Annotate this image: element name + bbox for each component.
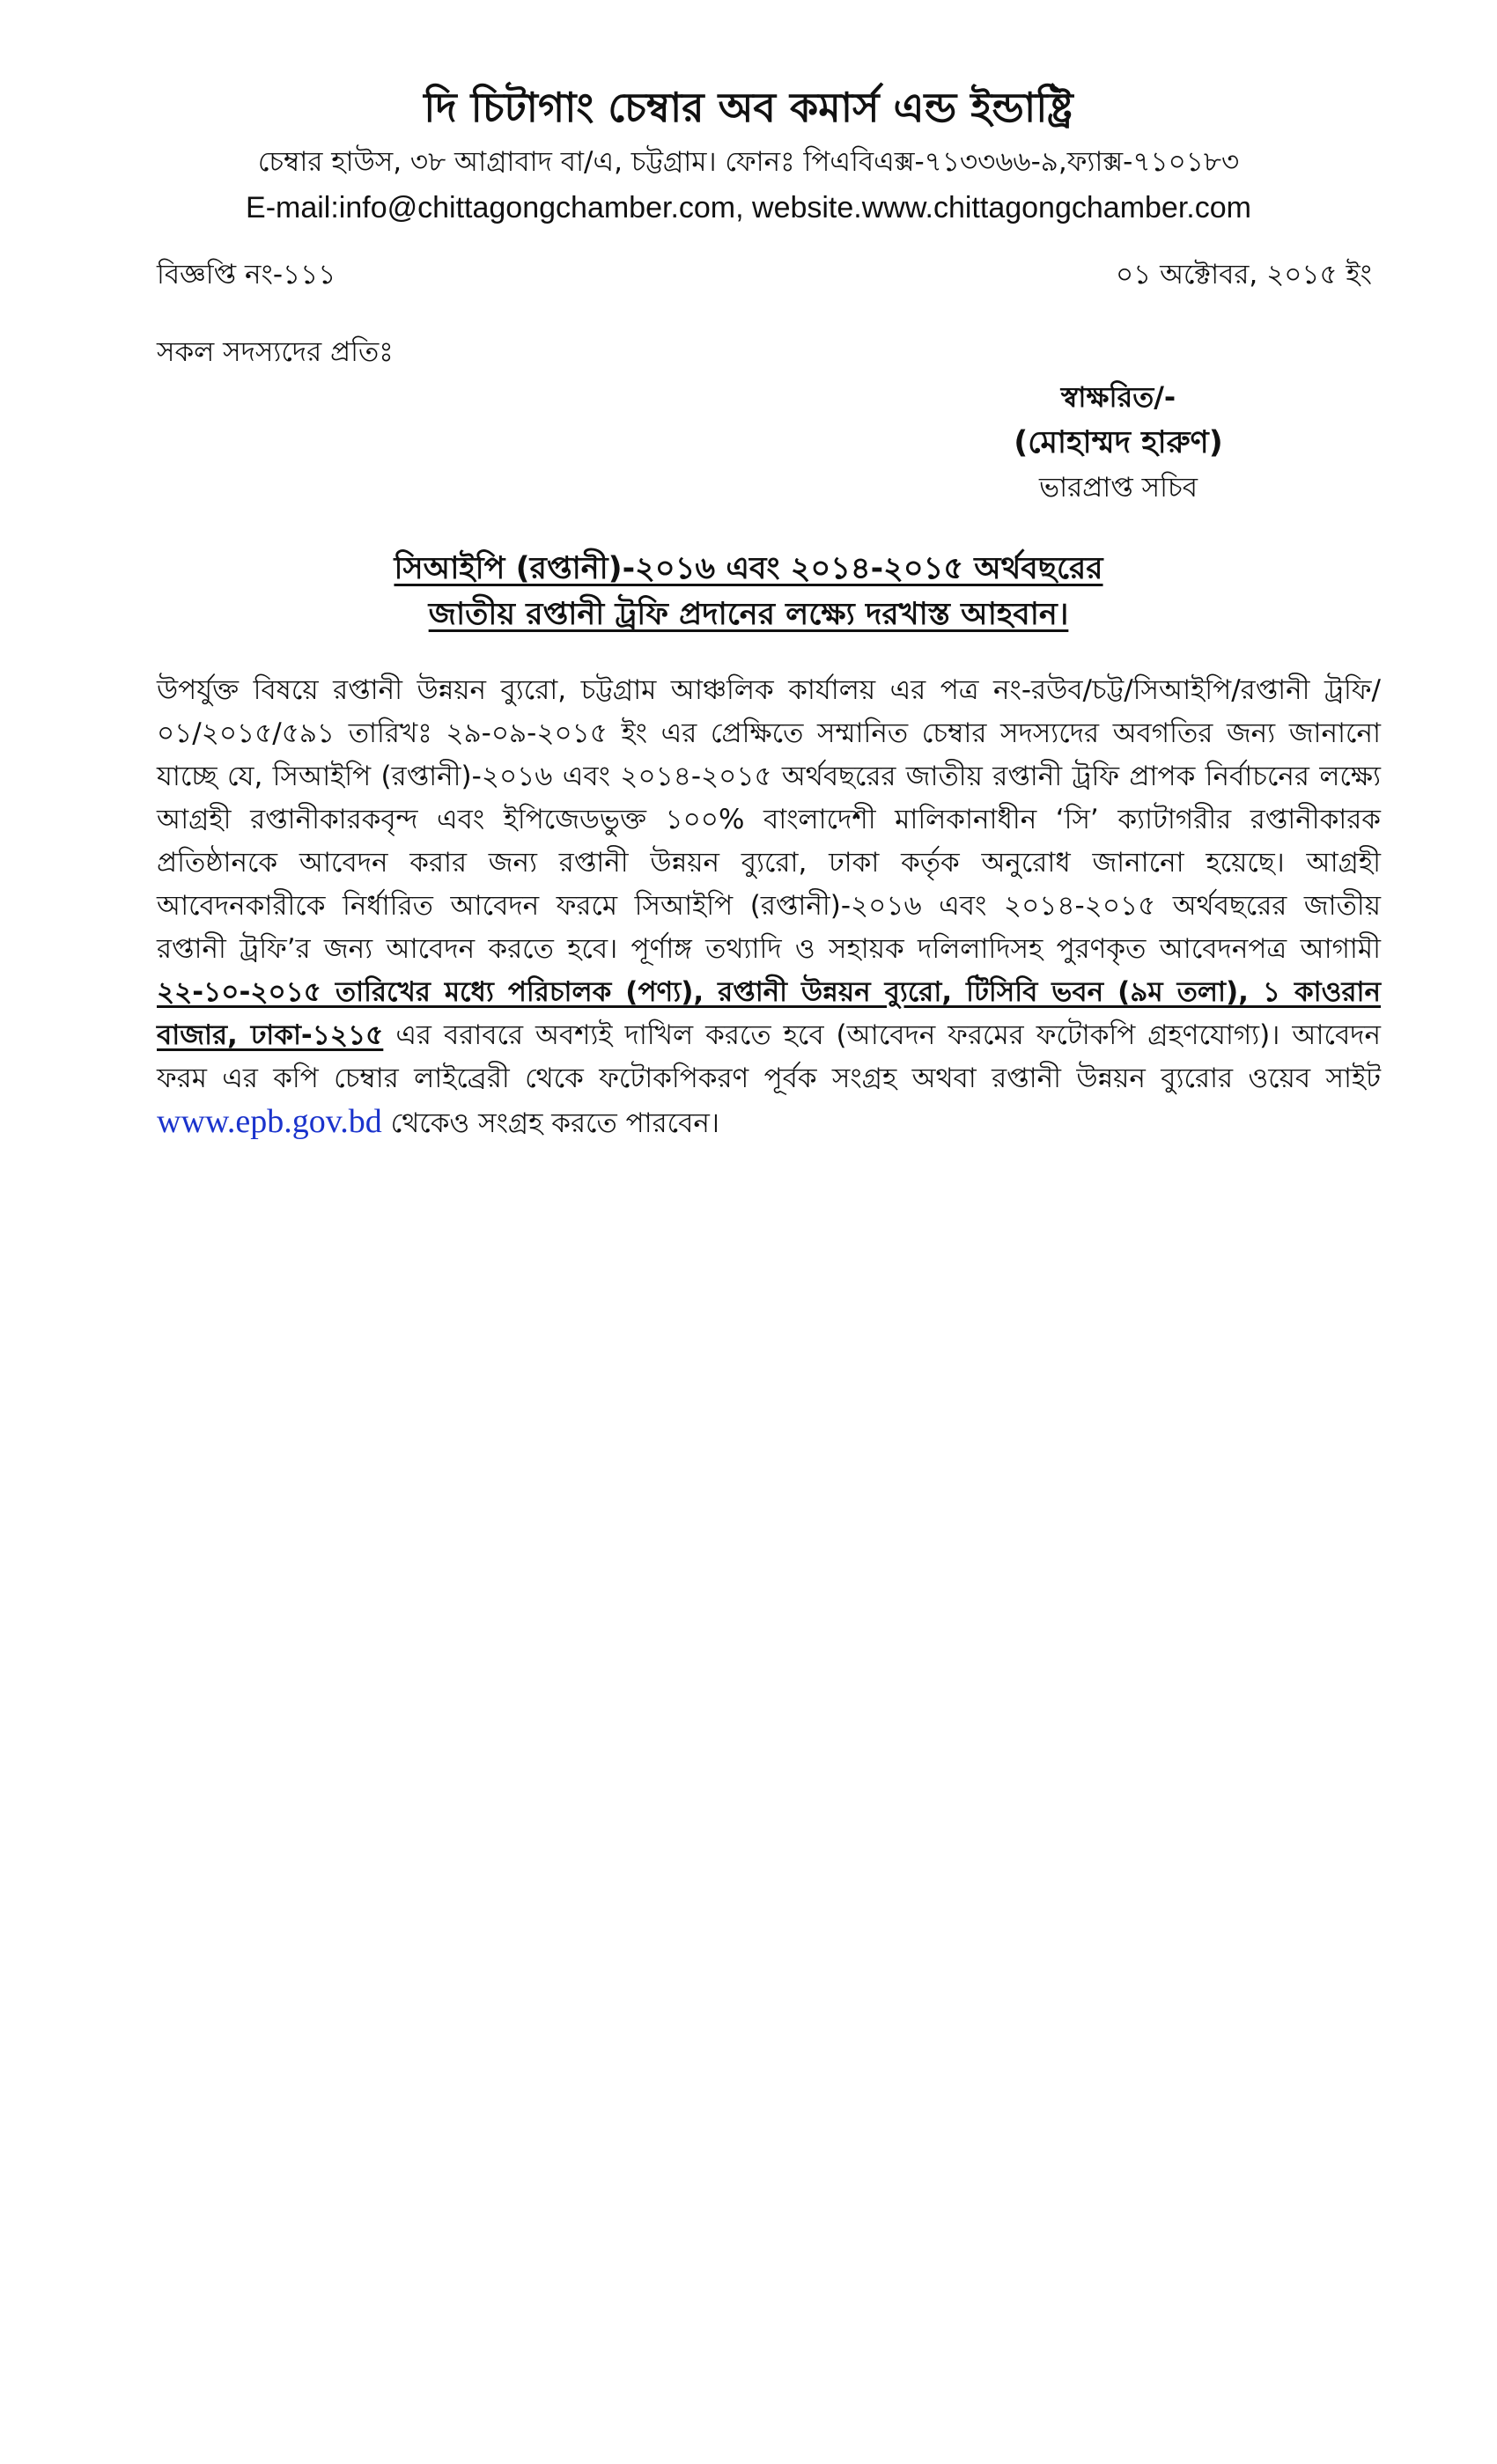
subject-line-1: সিআইপি (রপ্তানী)-২০১৬ এবং ২০১৪-২০১৫ অর্থবছরের (394, 551, 1103, 586)
signature-block (960, 375, 1277, 509)
recipient-line: সকল সদস্যদের প্রতিঃ (157, 336, 394, 368)
epb-website-link[interactable]: www.epb.gov.bd (157, 1103, 382, 1140)
notice-date: ০১ অক্টোবর, ২০১৫ ইং (1115, 259, 1372, 291)
organization-address: চেম্বার হাউস, ৩৮ আগ্রাবাদ বা/এ, চট্টগ্রাম। ফোনঃ পিএবিএক্স-৭১৩৩৬৬-৯,ফ্যাক্স-৭১০১৮৩ (257, 146, 1240, 178)
subject-line-2: জাতীয় রপ্তানী ট্রফি প্রদানের লক্ষ্যে দরখাস্ত আহবান। (428, 597, 1069, 632)
signed-label: স্বাক্ষরিত/- (1060, 380, 1176, 414)
signatory-title: ভারপ্রাপ্ত সচিব (1039, 472, 1198, 504)
deadline-address: ২২-১০-২০১৫ তারিখের মধ্যে পরিচালক (পণ্য), রপ্তানী উন্নয়ন ব্যুরো, টিসিবি ভবন (৯ম তলা), ১ কাওরান বাজার, ঢাকা-১২১৫ (157, 976, 1381, 1051)
notice-number: বিজ্ঞপ্তি নং-১১১ (157, 259, 336, 291)
body-part-1: উপর্যুক্ত বিষয়ে রপ্তানী উন্নয়ন ব্যুরো, চট্টগ্রাম আঞ্চলিক কার্যালয় এর পত্র নং-রউব/চট্ট/সিআইপি/রপ্তানী ট্রফি/০১/২০১৫/৫৯১ তারিখঃ ২৯-০৯-২০১৫ ইং এর প্রেক্ষিতে সম্মানিত চেম্বার সদস্যদের অবগতির জন্য জানানো যাচ্ছে যে, সিআইপি (রপ্তানী)-২০১৬ এবং ২০১৪-২০১৫ অর্থবছরের জাতীয় রপ্তানী ট্রফি প্রাপক নির্বাচনের লক্ষ্যে আগ্রহী রপ্তানীকারকবৃন্দ এবং ইপিজেডভুক্ত ১০০% বাংলাদেশী মালিকানাধীন ‘সি’ ক্যাটাগরীর রপ্তানীকারক প্রতিষ্ঠানকে আবেদন করার জন্য রপ্তানী উন্নয়ন ব্যুরো, ঢাকা কর্তৃক অনুরোধ জানানো হয়েছে। আগ্রহী আবেদনকারীকে নির্ধারিত আবেদন ফরমে সিআইপি (রপ্তানী)-২০১৬ এবং ২০১৪-২০১৫ অর্থবছরের জাতীয় রপ্তানী ট্রফি’র জন্য আবেদন করতে হবে। পূর্ণাঙ্গ তথ্যাদি ও সহায়ক দলিলাদিসহ পুরণকৃত আবেদনপত্র আগামী (157, 674, 1381, 965)
body-part-2: এর বরাবরে অবশ্যই দাখিল করতে হবে (আবেদন ফরমের ফটোকপি গ্রহণযোগ্য)। আবেদন ফরম এর কপি চেম্বার লাইব্রেরী থেকে ফটোকপিকরণ পূর্বক সংগ্রহ অথবা রপ্তানী উন্নয়ন ব্যুরোর ওয়েব সাইট (157, 1019, 1381, 1094)
organization-name: দি চিটাগাং চেম্বার অব কমার্স এন্ড ইন্ডাষ্ট্রি (424, 84, 1073, 131)
body-part-3: থেকেও সংগ্রহ করতে পারবেন। (390, 1107, 719, 1139)
signatory-name: (মোহাম্মদ হারুণ) (1014, 425, 1223, 460)
organization-contact: E-mail:info@chittagongchamber.com, website.www.chittagongchamber.com (246, 191, 1251, 224)
subject-heading (0, 546, 1497, 637)
notice-body (157, 669, 1381, 1145)
